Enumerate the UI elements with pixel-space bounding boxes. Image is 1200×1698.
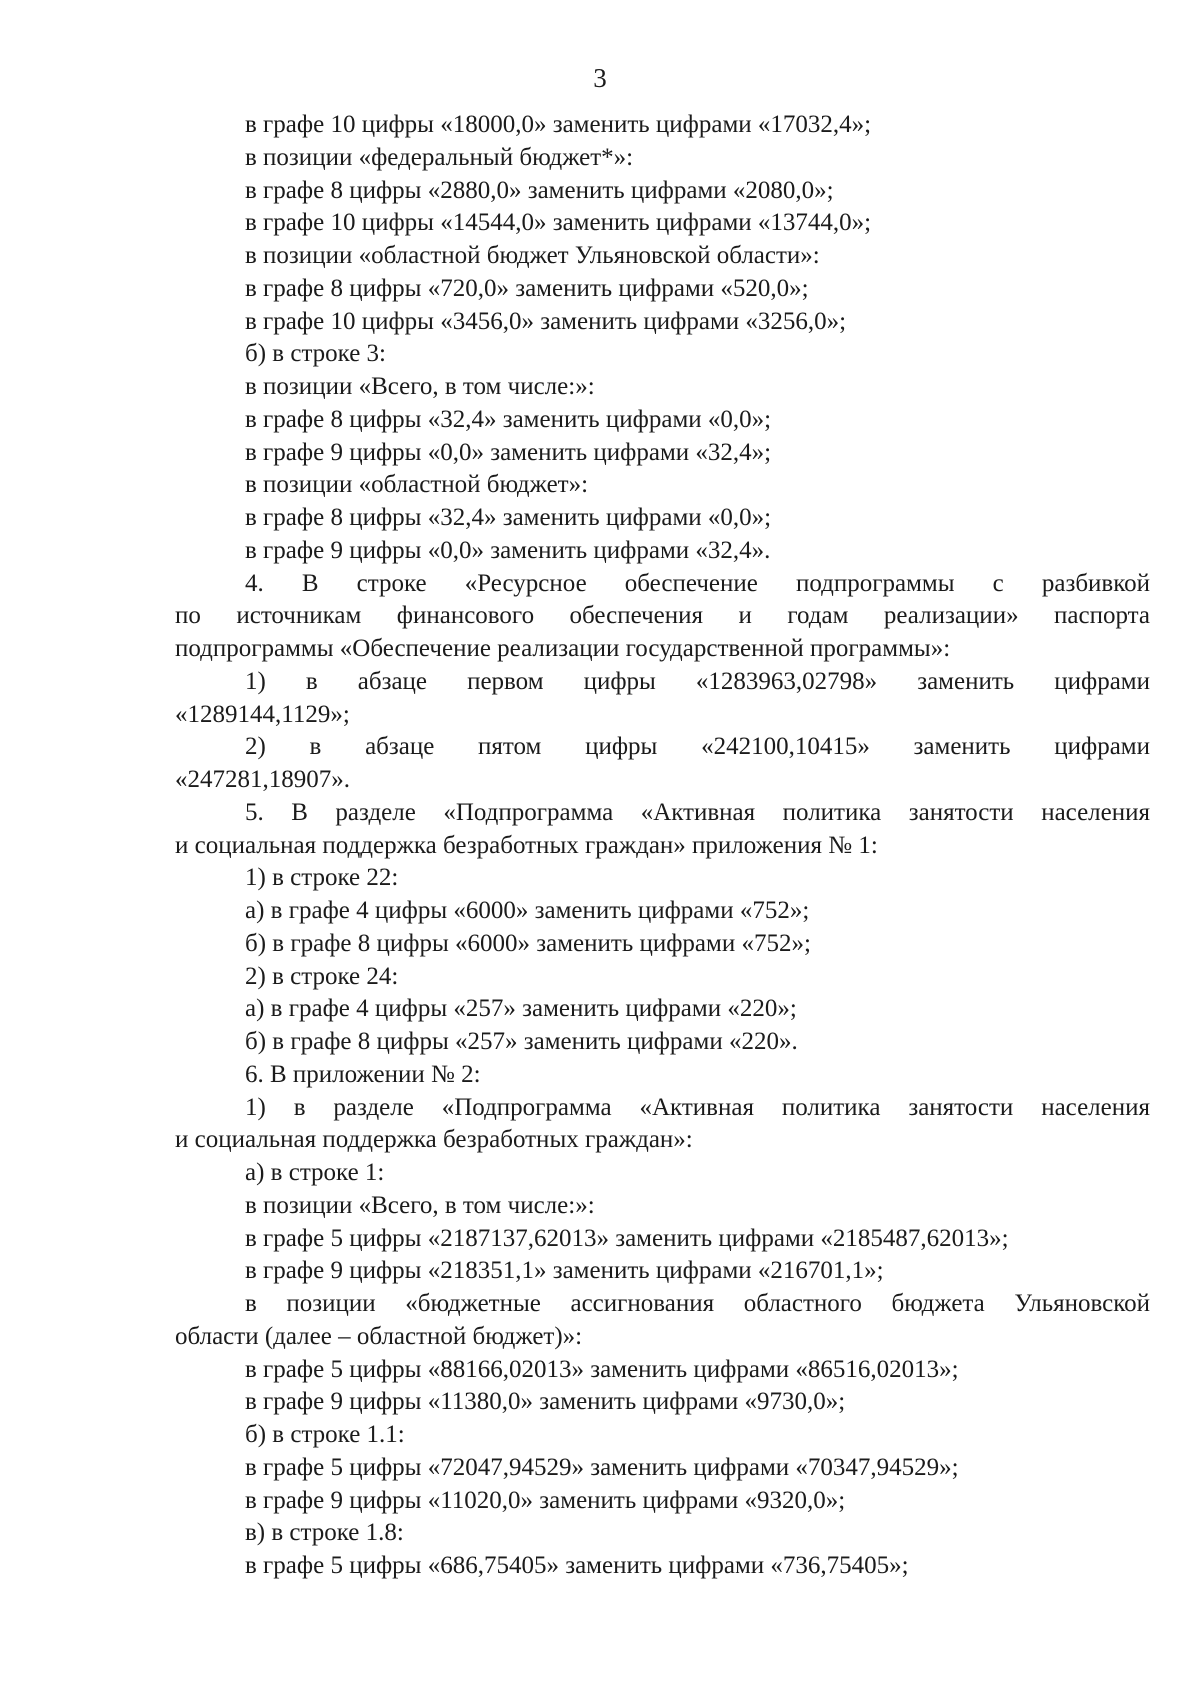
text-line: и социальная поддержка безработных граждан» приложения № 1: — [175, 831, 878, 859]
text-line: в графе 10 цифры «14544,0» заменить цифрами «13744,0»; — [245, 209, 872, 237]
text-line: б) в графе 8 цифры «6000» заменить цифрами «752»; — [245, 929, 811, 957]
text-line: 6. В приложении № 2: — [245, 1060, 481, 1088]
text-line: 1) в разделе «Подпрограмма «Активная политика занятости населения — [245, 1093, 1150, 1121]
text-line: в графе 9 цифры «0,0» заменить цифрами «32,4»; — [245, 438, 772, 466]
text-line: в позиции «Всего, в том числе:»: — [245, 373, 595, 400]
text-line: «247281,18907». — [175, 766, 350, 793]
text-line: в позиции «Всего, в том числе:»: — [245, 1191, 595, 1219]
text-line: в позиции «бюджетные ассигнования областного бюджета Ульяновской — [245, 1290, 1150, 1317]
text-line: 4. В строке «Ресурсное обеспечение подпрограммы с разбивкой — [245, 569, 1150, 597]
text-line: подпрограммы «Обеспечение реализации государственной программы»: — [175, 635, 951, 662]
page-number: 3 — [593, 63, 607, 93]
text-line: 2) в строке 24: — [245, 962, 399, 990]
text-line: области (далее – областной бюджет)»: — [175, 1322, 583, 1350]
text-line: в графе 5 цифры «686,75405» заменить цифрами «736,75405»; — [245, 1552, 909, 1579]
text-line: 5. В разделе «Подпрограмма «Активная политика занятости населения — [245, 798, 1150, 826]
document-body — [175, 109, 1150, 1583]
text-line: в графе 9 цифры «11380,0» заменить цифрами «9730,0»; — [245, 1388, 846, 1416]
text-line: в графе 9 цифры «11020,0» заменить цифрами «9320,0»; — [245, 1486, 846, 1514]
text-line: б) в графе 8 цифры «257» заменить цифрами «220». — [245, 1028, 798, 1055]
text-line: б) в строке 3: — [245, 340, 386, 368]
text-line: в позиции «областной бюджет Ульяновской области»: — [245, 242, 820, 269]
text-line: в графе 10 цифры «3456,0» заменить цифрами «3256,0»; — [245, 307, 847, 335]
text-line: в позиции «областной бюджет»: — [245, 471, 589, 499]
text-line: в графе 8 цифры «720,0» заменить цифрами «520,0»; — [245, 274, 809, 302]
text-line: в графе 8 цифры «2880,0» заменить цифрами «2080,0»; — [245, 176, 834, 204]
text-line: а) в графе 4 цифры «6000» заменить цифрами «752»; — [245, 897, 810, 924]
text-line: в графе 10 цифры «18000,0» заменить цифрами «17032,4»; — [245, 111, 872, 138]
text-line: в графе 5 цифры «72047,94529» заменить цифрами «70347,94529»; — [245, 1453, 959, 1481]
text-line: в позиции «федеральный бюджет*»: — [245, 143, 634, 171]
text-line: в графе 9 цифры «218351,1» заменить цифрами «216701,1»; — [245, 1257, 884, 1285]
text-line: 2) в абзаце пятом цифры «242100,10415» заменить цифрами — [245, 733, 1150, 761]
text-line: в графе 8 цифры «32,4» заменить цифрами «0,0»; — [245, 405, 772, 433]
text-line: в графе 8 цифры «32,4» заменить цифрами «0,0»; — [245, 504, 772, 531]
text-line: в графе 9 цифры «0,0» заменить цифрами «32,4». — [245, 536, 771, 564]
text-line: в графе 5 цифры «2187137,62013» заменить цифрами «2185487,62013»; — [245, 1224, 1009, 1252]
text-line: 1) в строке 22: — [245, 864, 399, 892]
text-line: и социальная поддержка безработных граждан»: — [175, 1126, 693, 1154]
text-line: «1289144,1129»; — [175, 700, 350, 728]
text-line: а) в графе 4 цифры «257» заменить цифрами «220»; — [245, 995, 797, 1023]
text-line: в графе 5 цифры «88166,02013» заменить цифрами «86516,02013»; — [245, 1355, 959, 1383]
text-line: а) в строке 1: — [245, 1159, 385, 1186]
text-line: в) в строке 1.8: — [245, 1519, 404, 1547]
text-line: б) в строке 1.1: — [245, 1421, 405, 1448]
text-line: по источникам финансового обеспечения и годам реализации» паспорта — [175, 602, 1150, 630]
text-line: 1) в абзаце первом цифры «1283963,02798» заменить цифрами — [245, 667, 1150, 695]
